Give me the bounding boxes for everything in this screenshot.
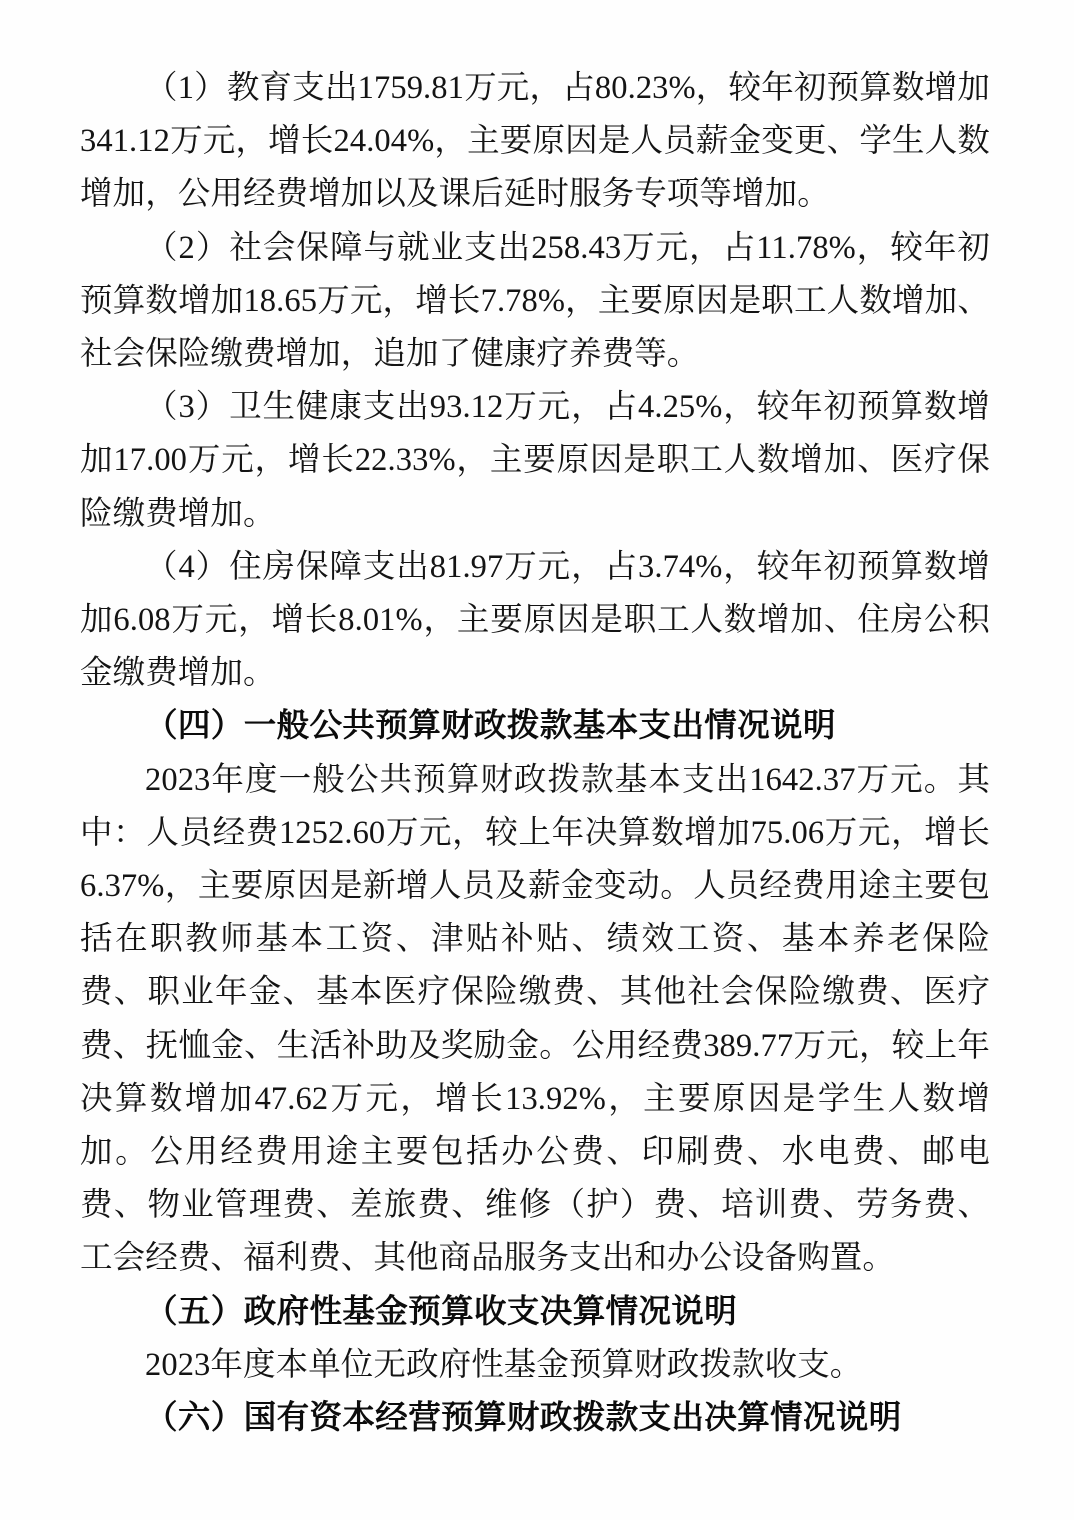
heading-section-six: （六）国有资本经营预算财政拨款支出决算情况说明	[145, 1400, 902, 1437]
document-body	[80, 62, 990, 1445]
paragraph-section-five-body: 2023年度本单位无政府性基金预算财政拨款收支。	[145, 1346, 863, 1383]
paragraph-housing-security-expenditure: （4）住房保障支出81.97万元，占3.74%，较年初预算数增加6.08万元，增长8.01%，主要原因是职工人数增加、住房公积金缴费增加。	[80, 548, 990, 692]
paragraph-education-expenditure: （1）教育支出1759.81万元，占80.23%，较年初预算数增加341.12万元，增长24.04%，主要原因是人员薪金变更、学生人数增加，公用经费增加以及课后延时服务专项等增加。	[80, 70, 990, 213]
paragraph-section-four-body: 2023年度一般公共预算财政拨款基本支出1642.37万元。其中：人员经费1252.60万元，较上年决算数增加75.06万元，增长6.37%，主要原因是新增人员及薪金变动。人员经费用途主要包括在职教师基本工资、津贴补贴、绩效工资、基本养老保险费、职业年金、基本医疗保险缴费、其他社会保险缴费、医疗费、抚恤金、生活补助及奖励金。公用经费389.77万元，较上年决算数增加47.62万元，增长13.92%，主要原因是学生人数增加。公用经费用途主要包括办公费、印刷费、水电费、邮电费、物业管理费、差旅费、维修（护）费、培训费、劳务费、工会经费、福利费、其他商品服务支出和办公设备购置。	[80, 761, 990, 1277]
heading-section-five: （五）政府性基金预算收支决算情况说明	[145, 1293, 738, 1330]
heading-section-four: （四）一般公共预算财政拨款基本支出情况说明	[145, 708, 836, 745]
paragraph-social-security-employment-expenditure: （2）社会保障与就业支出258.43万元，占11.78%，较年初预算数增加18.65万元，增长7.78%，主要原因是职工人数增加、社会保险缴费增加，追加了健康疗养费等。	[80, 229, 990, 373]
paragraph-health-expenditure: （3）卫生健康支出93.12万元，占4.25%，较年初预算数增加17.00万元，增长22.33%，主要原因是职工人数增加、医疗保险缴费增加。	[80, 389, 990, 532]
